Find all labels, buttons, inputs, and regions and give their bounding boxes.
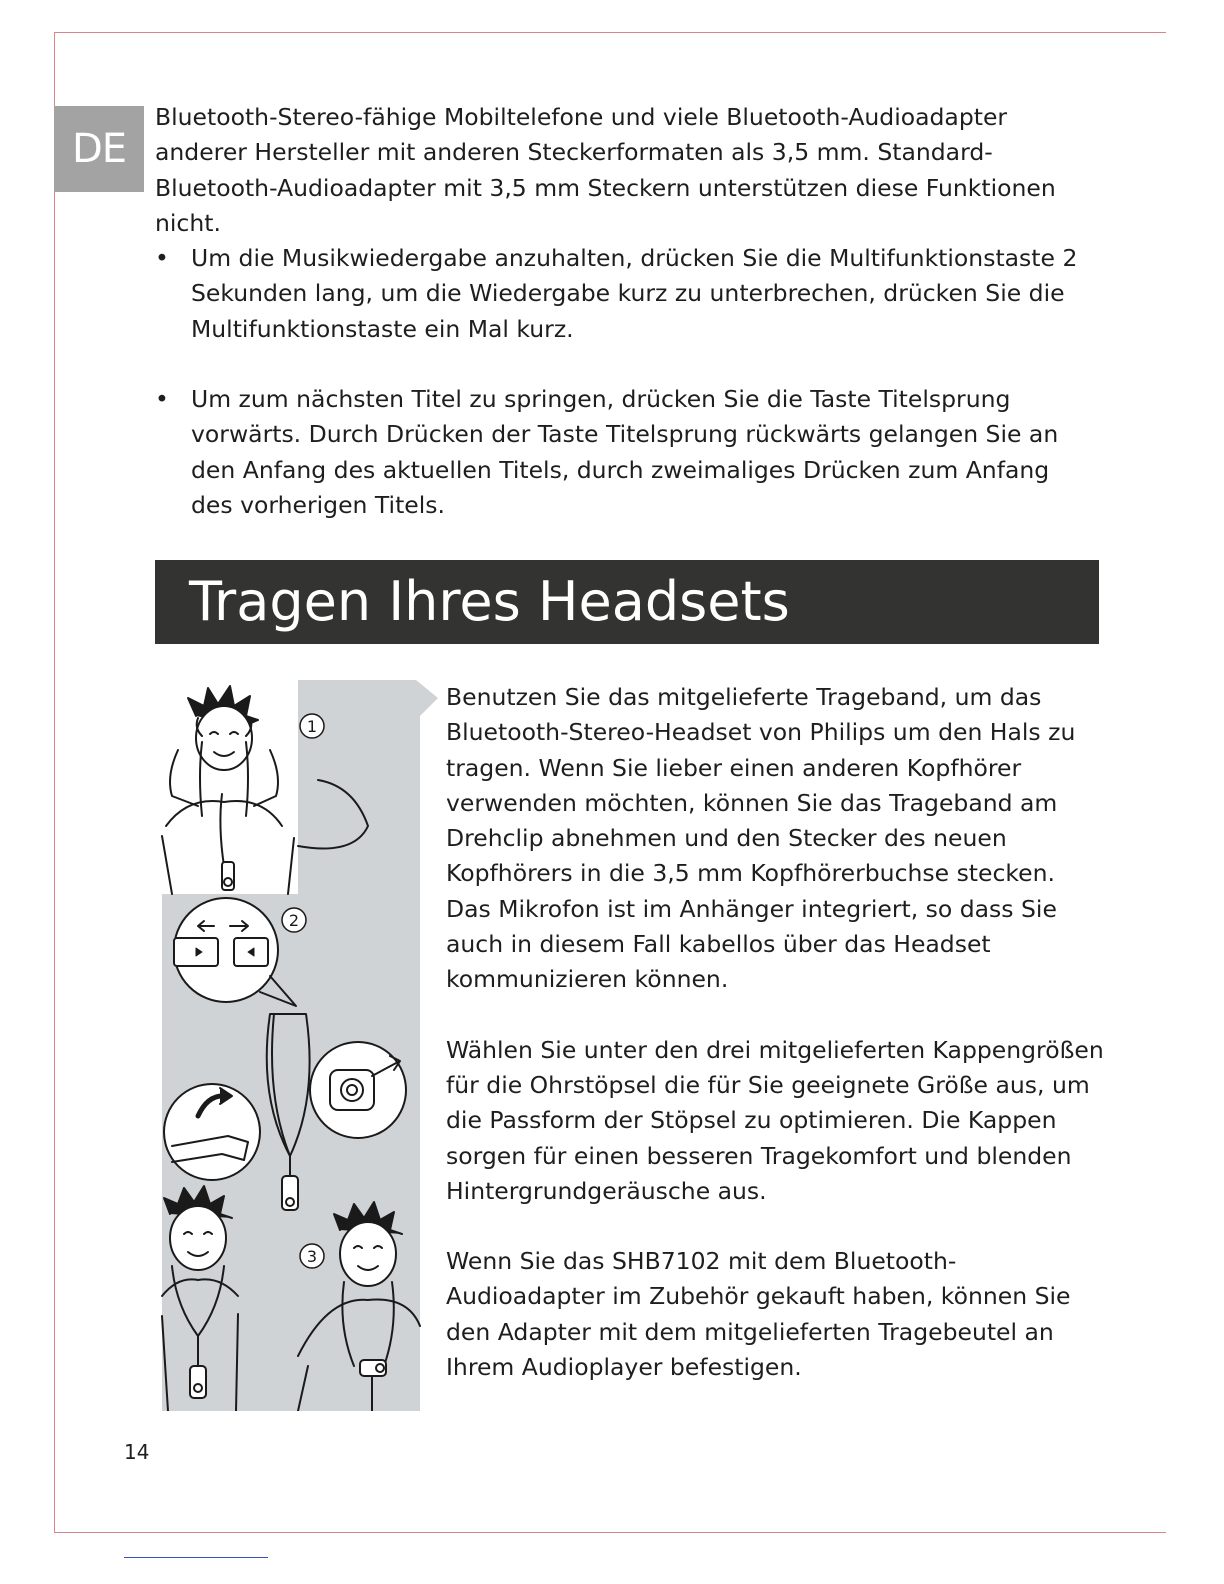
bullet-dot: • [155,244,169,272]
bullet-text: Um zum nächsten Titel zu springen, drücken Sie die Taste Titelsprung vorwärts. Durch Drücken der Taste Titelsprung rückwärts gelangen Sie an den Anfang des aktuellen Titels, durch zweimaliges Drücken zum Anfang des vorherigen Titels. [191,385,1059,519]
paragraph-lanyard: Benutzen Sie das mitgelieferte Trageband, um das Bluetooth-Stereo-Headset von Philips um den Hals zu tragen. Wenn Sie lieber einen anderen Kopfhörer verwenden möchten, können Sie das Trageband am Drehclip abnehmen und den Stecker des neuen Kopfhörers in die 3,5 mm Kopfhörerbuchse stecken. Das Mikrofon ist im Anhänger integriert, so dass Sie auch in diesem Fall kabellos über das Headset kommunizieren können. [446,683,1076,994]
underline-mark [124,1557,268,1558]
face-icon [170,1206,226,1270]
page-frame-top [54,32,1166,33]
intro-paragraph: Bluetooth-Stereo-fähige Mobiltelefone und viele Bluetooth-Audioadapter anderer Hersteller mit anderen Steckerformaten als 3,5 mm. Standard-Bluetooth-Audioadapter mit 3,5 mm Steckern unterstützen diese Funktionen nicht. [155,103,1056,237]
step-2-label: 2 [288,911,300,930]
headset-wearing-illustration [158,676,440,1411]
bullet-item [155,382,1095,523]
page-frame-left [54,32,55,1532]
page-number: 14 [124,1440,150,1464]
bullet-item [155,241,1095,347]
paragraph-adapter: Wenn Sie das SHB7102 mit dem Bluetooth-Audioadapter im Zubehör gekauft haben, können Sie den Adapter mit dem mitgelieferten Tragebeutel an Ihrem Audioplayer befestigen. [446,1247,1071,1382]
section-banner [155,560,1099,644]
bullet-text: Um die Musikwiedergabe anzuhalten, drücken Sie die Multifunktionstaste 2 Sekunden lang, um die Wiedergabe kurz zu unterbrechen, drücken Sie die Multifunktionstaste ein Mal kurz. [191,244,1078,343]
step-3-label: 3 [306,1247,318,1266]
step-1-label: 1 [306,717,318,736]
face-icon [196,706,252,770]
bullet-dot: • [155,385,169,413]
paragraph-earcaps: Wählen Sie unter den drei mitgelieferten Kappengrößen für die Ohrstöpsel die für Sie geeignete Größe aus, um die Passform der Stöpsel zu optimieren. Die Kappen sorgen für einen besseren Tragekomfort und blenden Hintergrundgeräusche aus. [446,1035,1104,1205]
face-icon [340,1222,396,1286]
page-frame-bottom [54,1532,1166,1533]
section-title: Tragen Ihres Headsets [189,570,790,633]
language-tab: DE [54,106,144,192]
body-text-column [446,680,1106,1385]
